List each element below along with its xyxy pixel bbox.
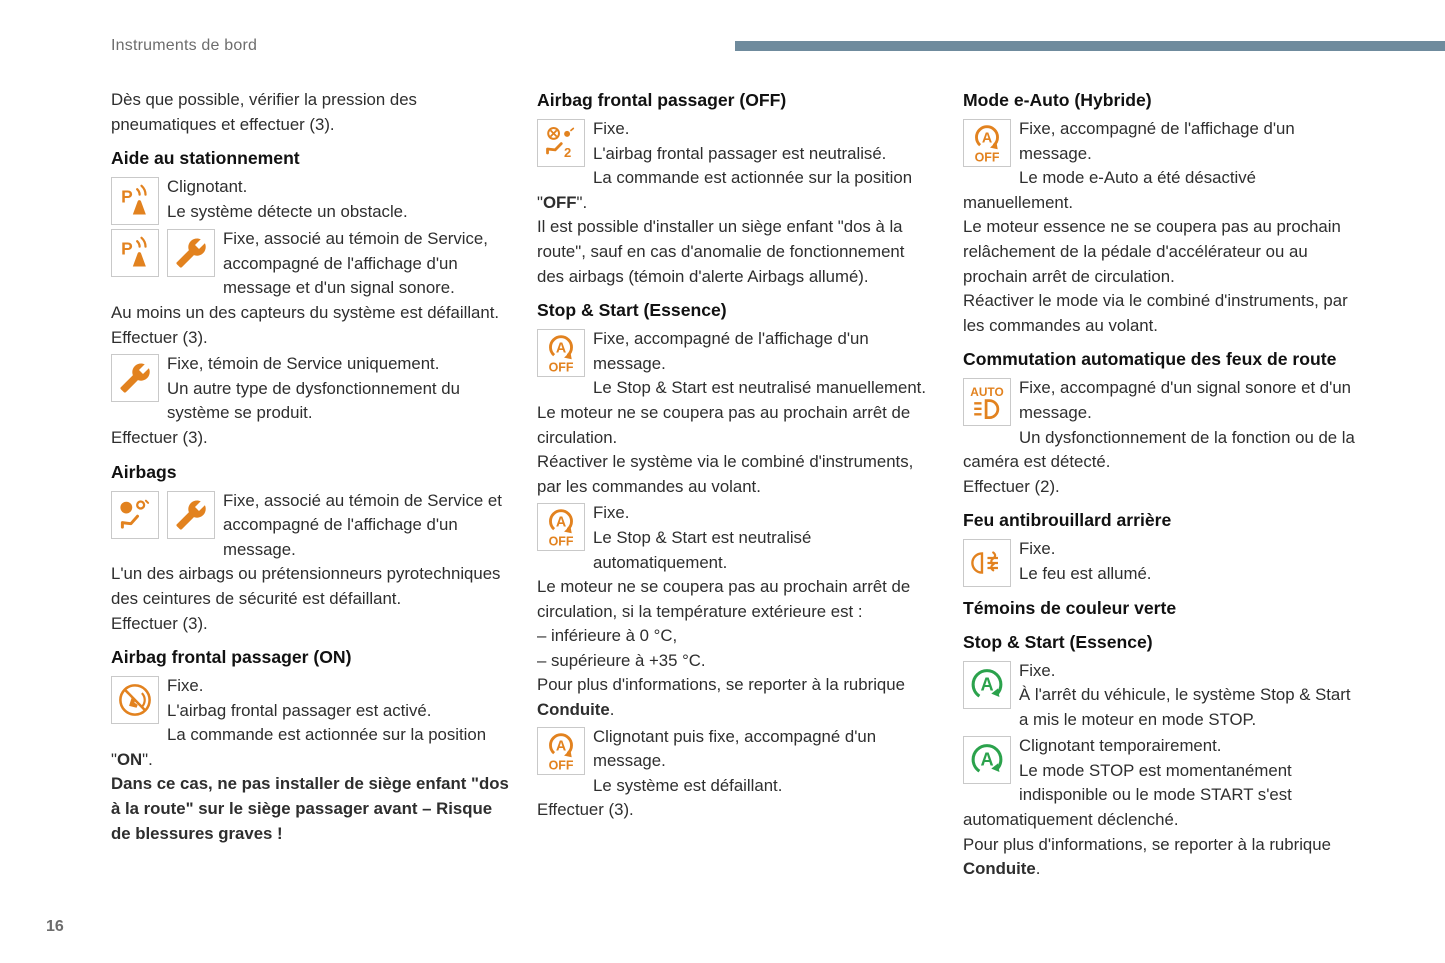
indicator-description bbox=[111, 723, 510, 772]
indicator-state: Fixe. bbox=[593, 119, 630, 138]
text-fragment: La commande est actionnée sur la position " bbox=[537, 168, 913, 212]
section-title-stop-start-green: Stop & Start (Essence) bbox=[963, 631, 1153, 652]
column-1 bbox=[111, 88, 510, 884]
indicator-reference bbox=[963, 833, 1362, 882]
indicator-entry bbox=[111, 674, 510, 846]
text-fragment-bold: ON bbox=[116, 749, 143, 769]
content-columns bbox=[111, 88, 1362, 884]
indicator-state: Fixe, accompagné d'un signal sonore et d'un message. bbox=[1019, 378, 1351, 422]
text-fragment-bold: Conduite bbox=[537, 700, 610, 720]
stop-start-off-icon bbox=[537, 503, 585, 551]
condition-list-item: – supérieure à +35 °C. bbox=[537, 650, 706, 670]
indicator-description: Le système détecte un obstacle. bbox=[167, 201, 408, 221]
indicator-state: Clignotant temporairement. bbox=[1019, 736, 1222, 756]
indicator-state: Fixe, associé au témoin de Service et accompagné de l'affichage d'un message. bbox=[223, 490, 502, 559]
indicator-description: Le Stop & Start est neutralisé automatiquement. bbox=[593, 527, 812, 572]
indicator-state: Fixe. bbox=[593, 503, 630, 523]
rear-fog-light-icon bbox=[963, 539, 1011, 587]
indicator-description: Le moteur essence ne se coupera pas au prochain relâchement de la pédale d'accélérateur ou au prochain arrêt de circulation. bbox=[963, 217, 1341, 286]
parking-sensor-icon bbox=[111, 229, 159, 277]
indicator-entry bbox=[111, 227, 510, 350]
indicator-entry bbox=[537, 725, 936, 823]
indicator-state: Clignotant. bbox=[167, 177, 248, 197]
section-title-parking-assist: Aide au stationnement bbox=[111, 148, 300, 169]
indicator-description: Le système est défaillant. bbox=[593, 775, 783, 795]
section-title-stop-start-orange: Stop & Start (Essence) bbox=[537, 300, 727, 321]
indicator-entry bbox=[537, 327, 936, 499]
indicator-action: Effectuer (3). bbox=[111, 327, 208, 347]
parking-sensor-icon bbox=[111, 177, 159, 225]
service-wrench-icon bbox=[167, 491, 215, 539]
section-title-e-auto: Mode e-Auto (Hybride) bbox=[963, 90, 1152, 110]
page-number: 16 bbox=[46, 918, 64, 935]
indicator-action: Effectuer (3). bbox=[537, 800, 634, 820]
indicator-entry bbox=[111, 489, 510, 637]
indicator-entry bbox=[963, 659, 1362, 733]
indicator-action: Réactiver le système via le combiné d'instruments, par les commandes au volant. bbox=[537, 452, 914, 496]
indicator-description: Il est possible d'installer un siège enfant "dos à la route", sauf en cas d'anomalie de fonctionnement des airbags (témoin d'alerte Airbags allumé). bbox=[537, 217, 905, 286]
text-fragment: La commande est actionnée sur la position " bbox=[111, 725, 487, 769]
indicator-description: Un dysfonctionnement de la fonction ou de la caméra est détecté. bbox=[963, 427, 1355, 472]
indicator-reference bbox=[537, 673, 936, 722]
indicator-action: Effectuer (3). bbox=[111, 613, 208, 633]
header-accent-bar bbox=[735, 41, 1445, 51]
indicator-state: Fixe. bbox=[1019, 539, 1056, 559]
indicator-state: Fixe. bbox=[1019, 660, 1056, 680]
passenger-airbag-off-icon bbox=[537, 119, 585, 167]
section-title-airbags: Airbags bbox=[111, 461, 177, 482]
section-title-rear-fog: Feu antibrouillard arrière bbox=[963, 510, 1172, 531]
indicator-state: Fixe. bbox=[167, 676, 204, 696]
condition-list-item: – inférieure à 0 °C, bbox=[537, 626, 678, 646]
text-fragment: . bbox=[609, 700, 615, 720]
indicator-description: L'un des airbags ou prétensionneurs pyrotechniques des ceintures de sécurité est défaillant. bbox=[111, 564, 501, 608]
indicator-description: À l'arrêt du véhicule, le système Stop & Start a mis le moteur en mode STOP. bbox=[1019, 685, 1351, 729]
indicator-description: L'airbag frontal passager est activé. bbox=[167, 700, 432, 720]
service-wrench-icon bbox=[111, 354, 159, 402]
stop-start-active-icon bbox=[963, 736, 1011, 784]
indicator-description: Le moteur ne se coupera pas au prochain arrêt de circulation. bbox=[537, 402, 911, 447]
page-header-title: Instruments de bord bbox=[111, 37, 258, 54]
section-title-airbag-off: Airbag frontal passager (OFF) bbox=[537, 90, 787, 110]
section-title-airbag-on: Airbag frontal passager (ON) bbox=[111, 647, 352, 668]
section-title-auto-beam: Commutation automatique des feux de route bbox=[963, 349, 1337, 370]
indicator-description: Le mode STOP est momentanément indisponible ou le mode START s'est automatiquement déclenché. bbox=[963, 760, 1292, 830]
indicator-action: Effectuer (3). bbox=[111, 427, 208, 447]
indicator-description: Le feu est allumé. bbox=[1019, 563, 1152, 583]
passenger-airbag-on-icon bbox=[111, 676, 159, 724]
indicator-state: Fixe, associé au témoin de Service, accompagné de l'affichage d'un message et d'un signal sonore. bbox=[223, 229, 488, 298]
airbag-warning-icon bbox=[111, 491, 159, 539]
indicator-entry bbox=[963, 537, 1362, 586]
indicator-description: L'airbag frontal passager est neutralisé. bbox=[593, 143, 887, 163]
service-wrench-icon bbox=[167, 229, 215, 277]
column-2 bbox=[537, 88, 936, 884]
text-fragment: Pour plus d'informations, se reporter à la rubrique bbox=[963, 834, 1331, 854]
indicator-entry bbox=[537, 117, 936, 289]
indicator-state: Fixe, accompagné de l'affichage d'un message. bbox=[593, 329, 869, 373]
stop-start-off-icon bbox=[537, 727, 585, 775]
indicator-entry bbox=[537, 501, 936, 722]
text-fragment: . bbox=[1035, 859, 1041, 879]
column-3 bbox=[963, 88, 1362, 884]
indicator-entry bbox=[963, 117, 1362, 338]
warning-text: Dans ce cas, ne pas installer de siège enfant "dos à la route" sur le siège passager avant – Risque de blessures graves ! bbox=[111, 774, 509, 843]
indicator-entry bbox=[111, 352, 510, 450]
indicator-action: Effectuer (2). bbox=[963, 476, 1060, 496]
text-fragment: ". bbox=[576, 192, 588, 212]
text-fragment: Pour plus d'informations, se reporter à la rubrique bbox=[537, 675, 905, 695]
text-fragment: ". bbox=[142, 749, 153, 769]
indicator-description: Le moteur ne se coupera pas au prochain arrêt de circulation, si la température extérieure est : bbox=[537, 577, 911, 621]
stop-start-off-icon bbox=[963, 119, 1011, 167]
indicator-description: Au moins un des capteurs du système est défaillant. bbox=[111, 302, 500, 322]
indicator-description: Le mode e-Auto a été désactivé manuellement. bbox=[963, 168, 1256, 212]
indicator-state: Fixe, accompagné de l'affichage d'un message. bbox=[1019, 119, 1295, 163]
stop-start-active-icon bbox=[963, 661, 1011, 709]
indicator-state: Fixe, témoin de Service uniquement. bbox=[167, 354, 440, 374]
indicator-action: Réactiver le mode via le combiné d'instruments, par les commandes au volant. bbox=[963, 291, 1348, 335]
text-fragment-bold: OFF bbox=[542, 192, 577, 212]
indicator-entry bbox=[963, 734, 1362, 882]
intro-text: Dès que possible, vérifier la pression des pneumatiques et effectuer (3). bbox=[111, 90, 417, 134]
indicator-description: Le Stop & Start est neutralisé manuellement. bbox=[593, 378, 927, 398]
indicator-description bbox=[537, 166, 936, 215]
text-fragment-bold: Conduite bbox=[963, 859, 1036, 879]
auto-main-beam-icon bbox=[963, 378, 1011, 426]
section-title-green-telltales: Témoins de couleur verte bbox=[963, 597, 1177, 618]
indicator-entry bbox=[963, 376, 1362, 499]
indicator-state: Clignotant puis fixe, accompagné d'un message. bbox=[593, 726, 877, 771]
stop-start-off-icon bbox=[537, 329, 585, 377]
indicator-entry bbox=[111, 175, 510, 224]
indicator-description: Un autre type de dysfonctionnement du système se produit. bbox=[167, 378, 460, 423]
